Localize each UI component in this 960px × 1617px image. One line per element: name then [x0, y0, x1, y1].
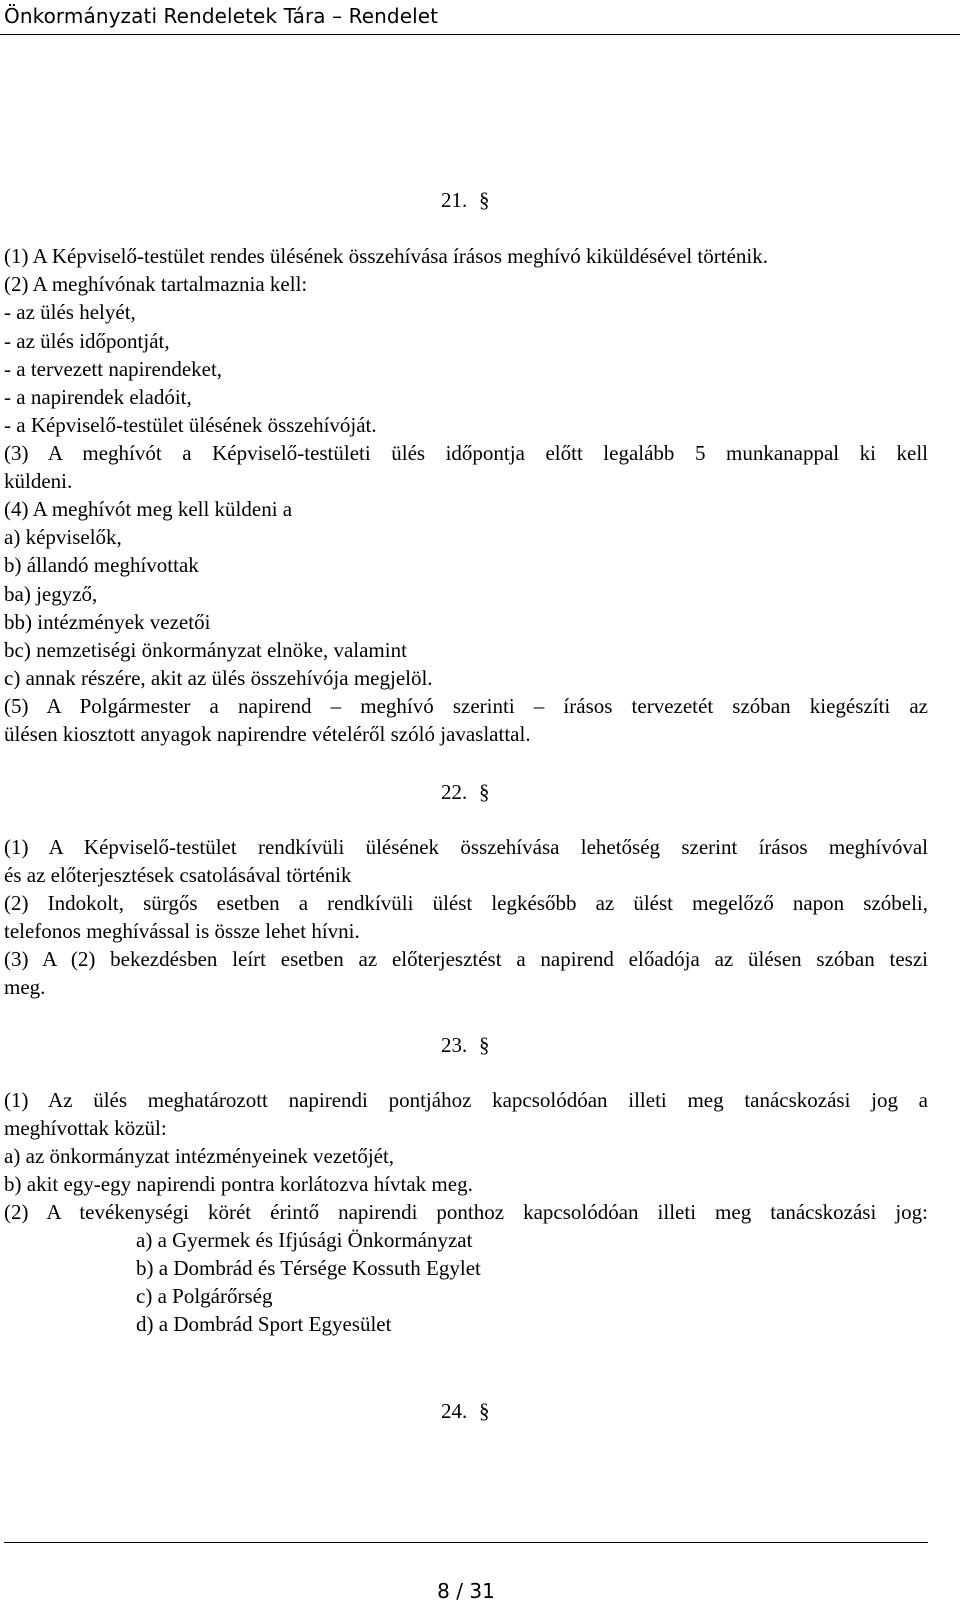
text-line: (2) A meghívónak tartalmaznia kell:	[4, 272, 308, 296]
text-line: ülésen kiosztott anyagok napirendre vételéről szóló javaslattal.	[4, 722, 531, 746]
paragraph-sign: §	[479, 1399, 490, 1423]
text-line: (4) A meghívót meg kell küldeni a	[4, 497, 293, 521]
paragraph-sign: §	[479, 1033, 490, 1057]
text-line: - a Képviselő-testület ülésének összehívóját.	[4, 413, 377, 437]
section-number: 22.	[441, 780, 468, 804]
section-number: 24.	[441, 1399, 468, 1423]
text-line: b) állandó meghívottak	[4, 553, 199, 577]
header-title: Önkormányzati Rendeletek Tára – Rendelet	[4, 4, 439, 28]
text-line: - az ülés időpontját,	[4, 329, 170, 353]
text-line: c) annak részére, akit az ülés összehívója megjelöl.	[4, 666, 433, 690]
text-line: bb) intézmények vezetői	[4, 610, 211, 634]
text-line: a) képviselők,	[4, 525, 122, 549]
text-line: meg.	[4, 975, 46, 999]
text-line: meghívottak közül:	[4, 1116, 167, 1140]
page-number: 8 / 31	[437, 1579, 495, 1603]
text-line: (1) A Képviselő-testület rendkívüli ülésének összehívása lehetőség szerint írásos meghívóval	[4, 835, 928, 859]
text-line: (1) A Képviselő-testület rendes ülésének összehívása írásos meghívó kiküldésével történik.	[4, 244, 768, 268]
text-line: küldeni.	[4, 469, 73, 493]
text-line: (1) Az ülés meghatározott napirendi pontjához kapcsolódóan illeti meg tanácskozási jog a	[4, 1088, 928, 1112]
text-line: a) az önkormányzat intézményeinek vezetőjét,	[4, 1144, 395, 1168]
paragraph-sign: §	[479, 780, 490, 804]
text-line: (2) Indokolt, sürgős esetben a rendkívüli ülést legkésőbb az ülést megelőző napon szóbeli,	[4, 891, 928, 915]
text-line: (2) A tevékenységi körét érintő napirendi ponthoz kapcsolódóan illeti meg tanácskozási jog:	[4, 1200, 928, 1224]
text-line: - a tervezett napirendeket,	[4, 357, 223, 381]
text-line: d) a Dombrád Sport Egyesület	[136, 1312, 392, 1336]
text-line: (5) A Polgármester a napirend – meghívó szerinti – írásos tervezetét szóban kiegészíti az	[4, 694, 928, 718]
text-line: ba) jegyző,	[4, 582, 98, 606]
text-line: telefonos meghívással is össze lehet hívni.	[4, 919, 360, 943]
paragraph-sign: §	[479, 188, 490, 212]
text-line: - az ülés helyét,	[4, 300, 136, 324]
text-line: a) a Gyermek és Ifjúsági Önkormányzat	[136, 1228, 473, 1252]
text-line: - a napirendek eladóit,	[4, 385, 192, 409]
text-line: és az előterjesztések csatolásával történik	[4, 863, 352, 887]
footer-divider	[4, 1542, 928, 1543]
text-line: c) a Polgárőrség	[136, 1284, 273, 1308]
text-line: b) akit egy-egy napirendi pontra korlátozva hívtak meg.	[4, 1172, 473, 1196]
text-line: (3) A meghívót a Képviselő-testületi ülés időpontja előtt legalább 5 munkanappal ki kell	[4, 441, 928, 465]
text-line: (3) A (2) bekezdésben leírt esetben az előterjesztést a napirend előadója az ülésen szóban teszi	[4, 947, 928, 971]
text-line: b) a Dombrád és Térsége Kossuth Egylet	[136, 1256, 481, 1280]
section-number: 23.	[441, 1033, 468, 1057]
text-line: bc) nemzetiségi önkormányzat elnöke, valamint	[4, 638, 407, 662]
section-number: 21.	[441, 188, 468, 212]
